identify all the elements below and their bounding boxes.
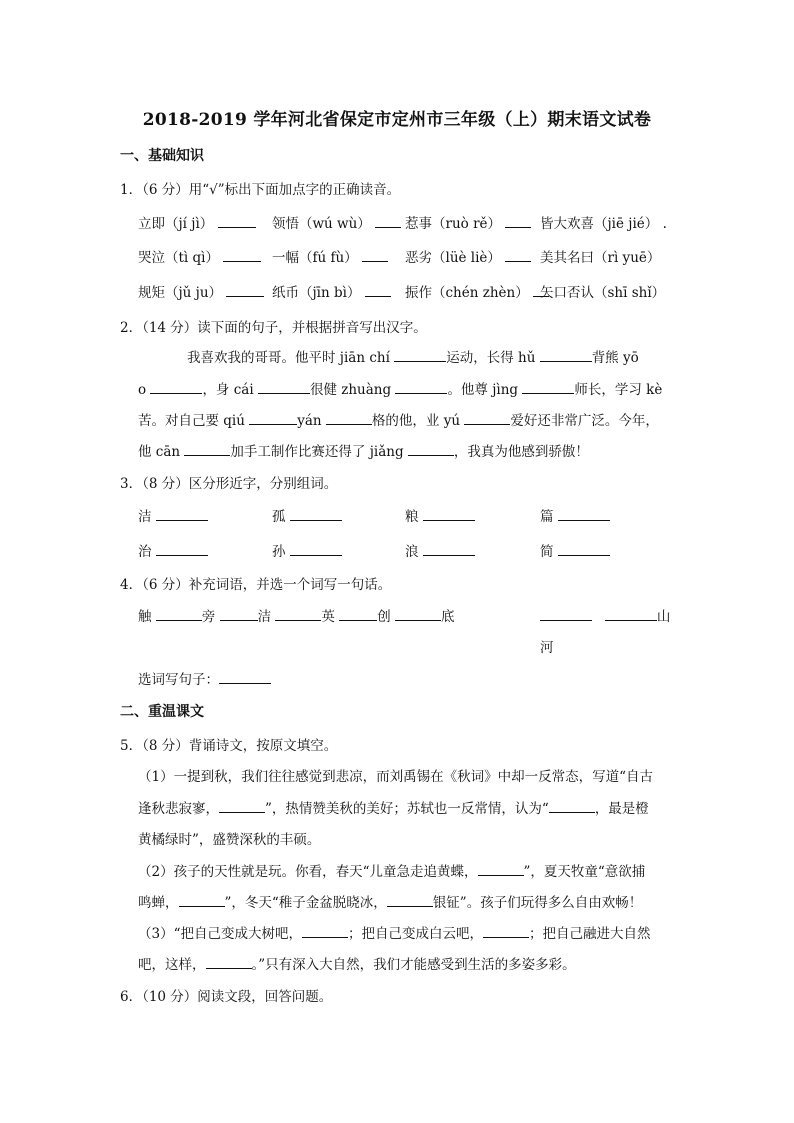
q1-r1-c2: 领悟（wú wù） [272,212,401,232]
q5-p2-line1: （2）孩子的天性就是玩。你看，春天“儿童急走追黄蝶， ”，夏天牧童“意欲捕 [138,864,646,880]
q3-r1-c2: 孤 [272,505,342,525]
q2-line-2: o ，身 cái 很健 zhuàng 。他尊 jìng 师长，学习 kè [138,382,663,398]
q5-p1-line2: 逢秋悲寂寥， ”，热情赞美秋的美好；苏轼也一反常情，认为“ ，最是橙 [138,801,649,817]
q5-p3-line1: （3）“把自己变成大树吧， ；把自己变成白云吧， ；把自己融进大自然 [138,926,651,942]
section-basic-knowledge: 一、基础知识 [120,148,204,164]
q3-r2-c2: 孙 [272,540,342,560]
page-title: 2018-2019 学年河北省保定市定州市三年级（上）期末语文试卷 [142,110,652,130]
q5-p2-line2: 鸣蝉， ”，冬天“稚子金盆脱晓冰， 银钲”。孩子们玩得多么自由欢畅！ [138,895,643,911]
q3-r1-c4: 篇 [540,505,610,525]
q3-r2-c1: 治 [138,540,208,560]
q1-r2-c4: 美其名曰（rì yuē） [540,250,661,266]
q2-line-3: 苦。对自己要 qiú yán 格的他，业 yú 爱好还非常广泛。今年， [138,413,659,429]
q3-r1-c3: 粮 [405,505,475,525]
q1-r2-c2: 一幅（fú fù） [272,246,388,266]
question-1-stem: 1．（6 分）用“√”标出下面加点字的正确读音。 [120,182,401,198]
q5-p1-line3: 黄橘绿时”，盛赞深秋的丰硕。 [138,832,321,848]
q4-idiom-row: 触 旁 洁 英 创 底 [138,609,455,625]
q1-r3-c2: 纸币（jīn bì） [272,281,391,301]
question-3-stem: 3．（8 分）区分形近字，分别组词。 [120,476,338,492]
q1-r1-c1: 立即（jí jì） [138,212,256,232]
section-review-texts: 二、重温课文 [120,704,204,720]
q3-r2-c3: 浪 [405,540,475,560]
question-5-stem: 5．（8 分）背诵诗文，按原文填空。 [120,738,338,754]
q1-r2-c3: 恶劣（lüè liè） [405,246,531,266]
q1-r1-c3: 惹事（ruò rě） [405,212,531,232]
q1-r3-c1: 规矩（jǔ ju） [138,281,264,301]
q3-r1-c1: 洁 [138,505,208,525]
question-6-stem: 6．（10 分）阅读文段，回答问题。 [120,989,333,1005]
q4-sentence: 选词写句子： [138,668,271,688]
q1-r2-c1: 哭泣（tì qì） [138,246,261,266]
q4-he: 河 [540,640,554,656]
question-4-stem: 4．（6 分）补充词语，并选一个词写一句话。 [120,577,392,593]
q2-line-4: 他 cān 加手工制作比赛还得了 jiǎng ，我真为他感到骄傲！ [138,444,589,460]
q1-r3-c3: 振作（chén zhèn） [405,281,549,301]
q5-p1-line1: （1）一提到秋，我们往往感觉到悲凉，而刘禹锡在《秋词》中却一反常态，写道“自古 [138,769,653,785]
q1-r1-c4: 皆大欢喜（jiē jié） . [540,216,667,232]
q4-shanhe: 山 [540,605,670,625]
q3-r2-c4: 简 [540,540,610,560]
q5-p3-line2: 吧，这样， 。”只有深入大自然，我们才能感受到生活的多姿多彩。 [138,957,576,973]
q1-r3-c4: 矢口否认（shī shǐ） [540,285,666,301]
question-2-stem: 2．（14 分）读下面的句子，并根据拼音写出汉字。 [120,320,427,336]
q2-line-1: 我喜欢我的哥哥。他平时 jiān chí 运动，长得 hǔ 背熊 yō [187,350,639,366]
